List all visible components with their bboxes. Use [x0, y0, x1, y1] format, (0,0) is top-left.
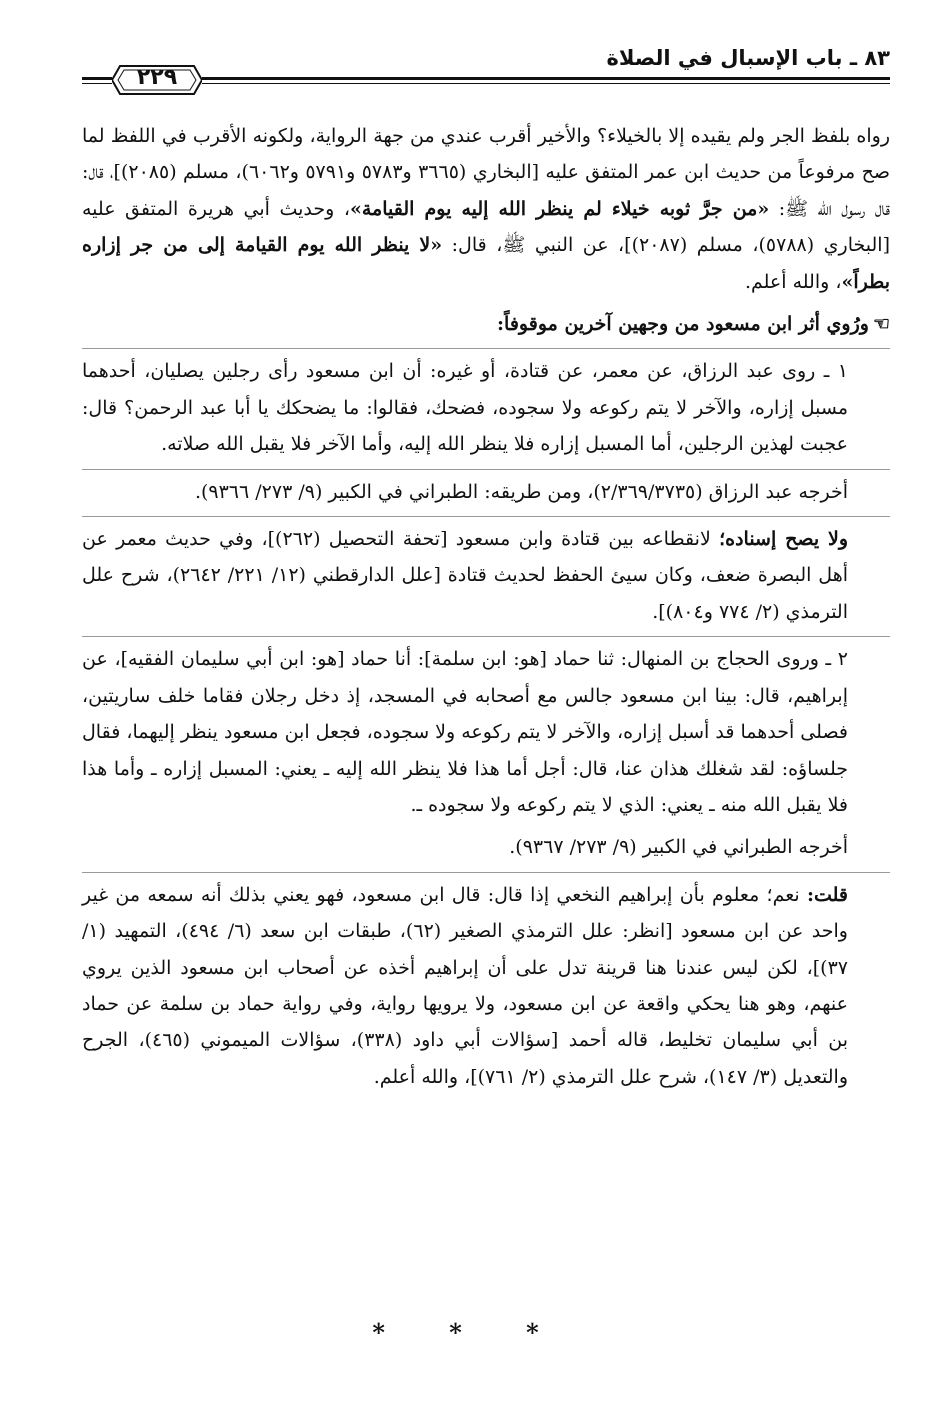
paragraph-comment — [82, 872, 890, 1095]
page-number-badge — [112, 60, 202, 100]
text-run: رواه بلفظ الجر ولم يقيده إلا بالخيلاء؟ والأخير أقرب عندي من جهة الرواية، ولكونه الأقرب في اللفظ لما صح مرفوعاً من حديث ابن عمر المتفق عليه [البخاري (٣٦٦٥ و٥٧٨٣ و٥٧٩١ و٦٠٦٢)، مسلم (٢٠٨٥)]، قال: قال رسول الله ﷺ: — [82, 125, 890, 220]
paragraph-isnad-judgement — [82, 516, 890, 630]
judgement-label: ولا يصح إسناده؛ — [719, 528, 849, 551]
hadith-quote: «من جرَّ ثوبه خيلاء لم ينظر الله إليه يوم القيامة» — [349, 197, 770, 220]
main-text — [82, 118, 890, 1101]
text-run: نعم؛ معلوم بأن إبراهيم النخعي إذا قال: قال ابن مسعود، فهو يعني بذلك أنه سمعه من غير واحد عن ابن مسعود [انظر: علل الترمذي الصغير (٦٢)، طبقات ابن سعد (٦/ ٤٩٤)، التمهيد (١/ ٣٧)]، لكن ليس عندنا هنا قرينة تدل على أن إبراهيم أخذه عن أصحاب ابن مسعود الذين يروي عنهم، وهو هنا يحكي واقعة عن ابن مسعود، ولا يرويها رواية، وفي رواية حماد بن سلمة عن حماد بن أبي سليمان تخليط، قاله أحمد [سؤالات أبي داود (٣٣٨)، سؤالات الميموني (٤٦٥)، الجرح والتعديل (٣/ ١٤٧)، شرح علل الترمذي (٢/ ٧٦١)]، والله أعلم. — [82, 883, 848, 1088]
hadith-quote: «لا ينظر الله يوم القيامة إلى من جر إزاره بطراً» — [82, 234, 890, 293]
text-run: لانقطاعه بين قتادة وابن مسعود [تحفة التحصيل (٢٦٢)]، وفي حديث معمر عن أهل البصرة ضعف، وكان سيئ الحفظ لحديث قتادة [علل الدارقطني (١٢/ ٢٢١/ ٢٦٤٢)، شرح علل الترمذي (٢/ ٧٧٤ و٨٠٤)]. — [82, 528, 848, 623]
header-rule-left — [82, 77, 112, 84]
section-end-stars: * * * — [372, 1318, 567, 1347]
page-header — [82, 42, 890, 92]
text-run: ، وحديث أبي هريرة المتفق عليه [البخاري (٥٧٨٨)، مسلم (٢٠٨٧)]، عن النبي ﷺ، قال: — [82, 197, 890, 257]
paragraph-takhrij-2: أخرجه الطبراني في الكبير (٩/ ٢٧٣/ ٩٣٦٧). — [509, 836, 848, 859]
pointing-hand-icon: ☜ — [872, 313, 890, 336]
section-heading — [82, 306, 890, 342]
paragraph-intro — [82, 118, 890, 300]
paragraph-takhrij-1: أخرجه عبد الرزاق (٢/٣٦٩/٣٧٣٥)، ومن طريقه: الطبراني في الكبير (٩/ ٢٧٣/ ٩٣٦٦). — [82, 469, 890, 510]
comment-label: قلت: — [806, 883, 848, 906]
text-run: ، والله أعلم. — [744, 270, 842, 293]
chapter-title: ٨٣ ـ باب الإسبال في الصلاة — [606, 46, 890, 70]
section-heading-text: ورُوي أثر ابن مسعود من وجهين آخرين موقوفاً: — [497, 313, 869, 336]
page-number: ٢٢٩ — [136, 65, 178, 90]
paragraph-report-2: ٢ ـ وروى الحجاج بن المنهال: ثنا حماد [هو: ابن سلمة]: أنا حماد [هو: ابن أبي سليمان الفقيه]، عن إبراهيم، قال: بينا ابن مسعود جالس مع أصحابه في المسجد، إذ دخل رجلان فقاما خلف ساريتين، فصلى أحدهما قد أسبل إزاره، والآخر لا يتم ركوعه ولا سجوده، فجعل ابن مسعود ينظر إليهما، فقال جلساؤه: لقد شغلك هذان عنا، قال: أجل أما هذا فلا ينظر الله إليه ـ يعني: المسبل إزاره ـ وأما هذا فلا يقبل الله منه ـ يعني: الذي لا يتم ركوعه ولا سجوده ـ. — [82, 636, 890, 823]
paragraph-report-1: ١ ـ روى عبد الرزاق، عن معمر، عن قتادة، أو غيره: أن ابن مسعود رأى رجلين يصليان، أحدهما مسبل إزاره، والآخر لا يتم ركوعه ولا سجوده، فضحك، فقالوا: ما يضحكك يا أبا عبد الرحمن؟ قال: عجبت لهذين الرجلين، أما المسبل إزاره فلا ينظر الله إليه، وأما الآخر فلا يقبل الله صلاته. — [82, 348, 890, 462]
header-rule — [202, 77, 890, 84]
